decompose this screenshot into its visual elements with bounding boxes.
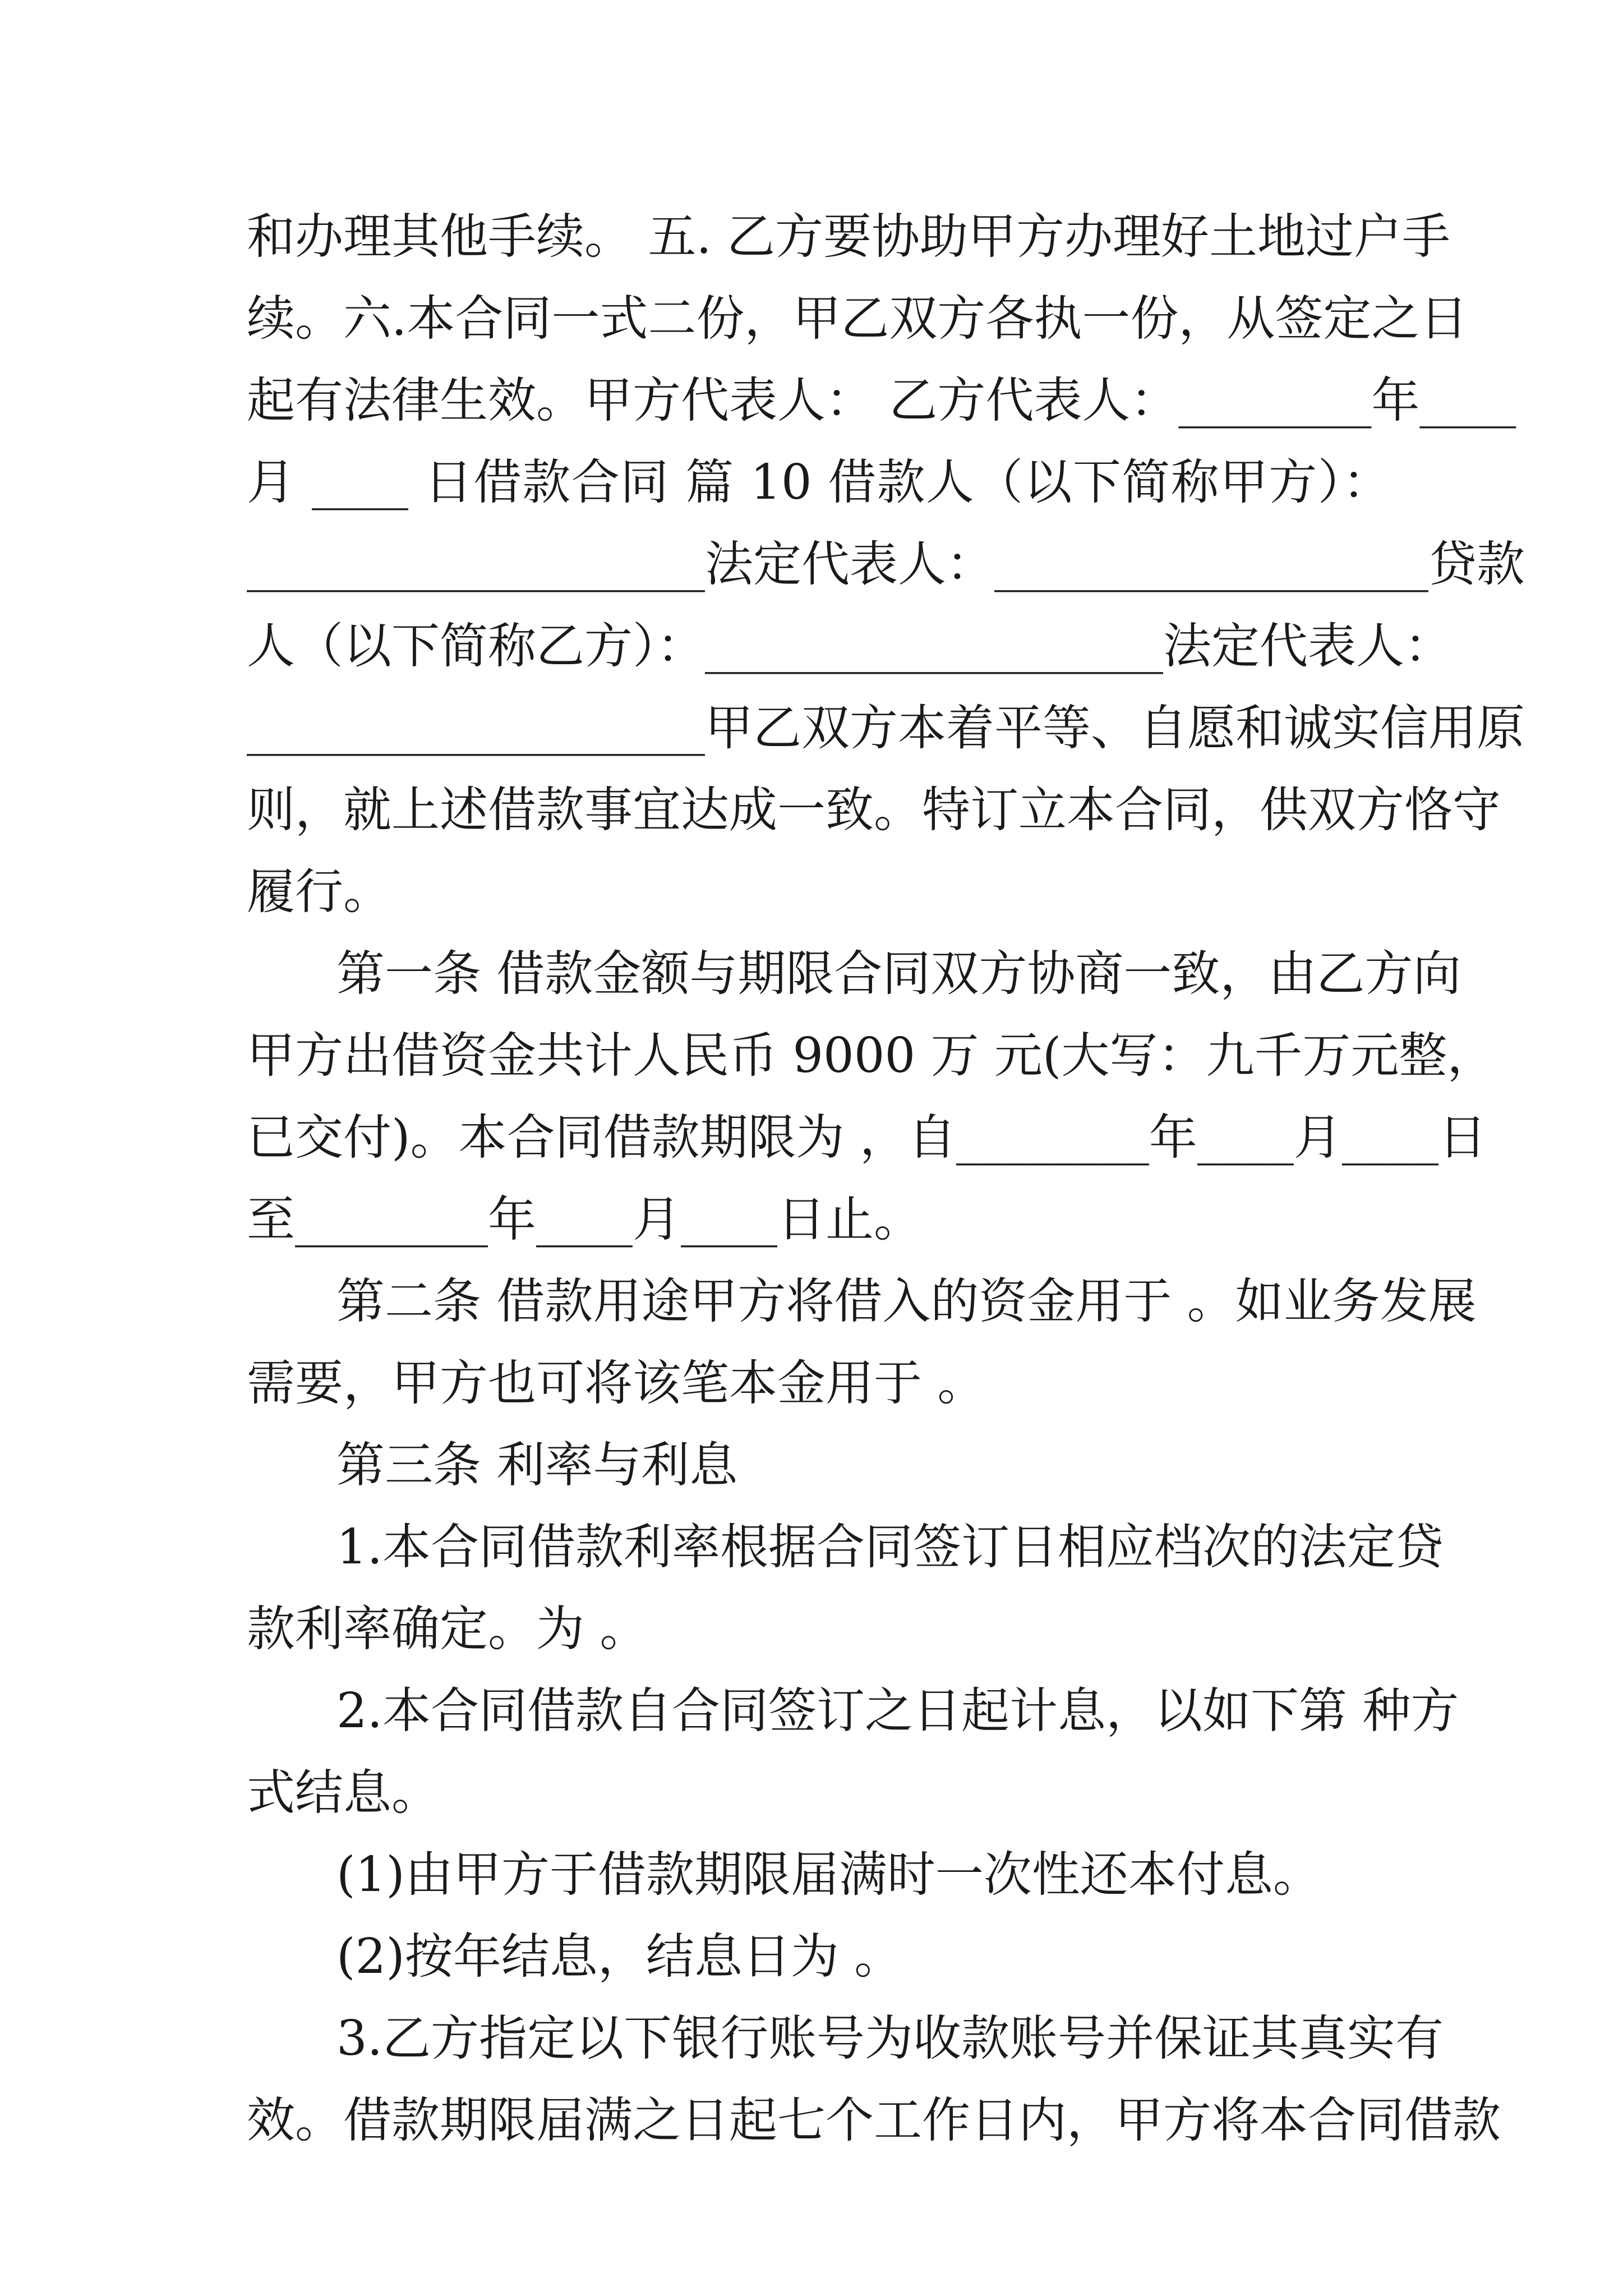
- text-line: 需要，甲方也可将该笔本金用于 。: [247, 1355, 986, 1411]
- text-line: 人（以下简称乙方）：___________________法定代表人：: [247, 618, 1453, 674]
- text-line: 则，就上述借款事宜达成一致。特订立本合同，供双方恪守: [247, 782, 1501, 838]
- text-line: 至________年____月____日止。: [247, 1191, 922, 1248]
- text-line: 履行。: [247, 864, 391, 920]
- text-line: ___________________法定代表人：__________________贷款: [247, 536, 1525, 592]
- text-line: 和办理其他手续。 五. 乙方要协助甲方办理好土地过户手: [247, 209, 1451, 265]
- text-line: 款利率确定。为 。: [247, 1601, 648, 1657]
- clause-line: 1.本合同借款利率根据合同签订日相应档次的法定贷: [336, 1519, 1444, 1575]
- text-line: 续。六.本合同一式二份，甲乙双方各执一份，从签定之日: [247, 291, 1468, 347]
- article-heading-line: 第三条 利率与利息: [336, 1437, 738, 1493]
- text-line: 月 ____ 日借款合同 篇 10 借款人（以下简称甲方）：: [247, 454, 1391, 510]
- clause-line: (1)由甲方于借款期限届满时一次性还本付息。: [336, 1847, 1321, 1903]
- text-line: 甲方出借资金共计人民币 9000 万 元(大写：九千万元整，: [247, 1028, 1496, 1084]
- clause-line: 2.本合同借款自合同签订之日起计息，以如下第 种方: [336, 1683, 1459, 1739]
- article-heading-line: 第一条 借款金额与期限合同双方协商一致，由乙方向: [336, 946, 1461, 1002]
- text-line: 已交付)。本合同借款期限为 ，自________年____月____日: [247, 1110, 1487, 1166]
- text-line: ___________________甲乙双方本着平等、自愿和诚实信用原: [247, 700, 1525, 756]
- text-line: 效。借款期限届满之日起七个工作日内，甲方将本合同借款: [247, 2092, 1501, 2148]
- text-line: 式结息。: [247, 1765, 440, 1821]
- text-line: 起有法律生效。甲方代表人： 乙方代表人：________年____: [247, 372, 1516, 429]
- clause-line: (2)按年结息，结息日为 。: [336, 1929, 903, 1985]
- article-heading-line: 第二条 借款用途甲方将借入的资金用于 。如业务发展: [336, 1273, 1477, 1329]
- clause-line: 3.乙方指定以下银行账号为收款账号并保证其真实有: [336, 2010, 1444, 2067]
